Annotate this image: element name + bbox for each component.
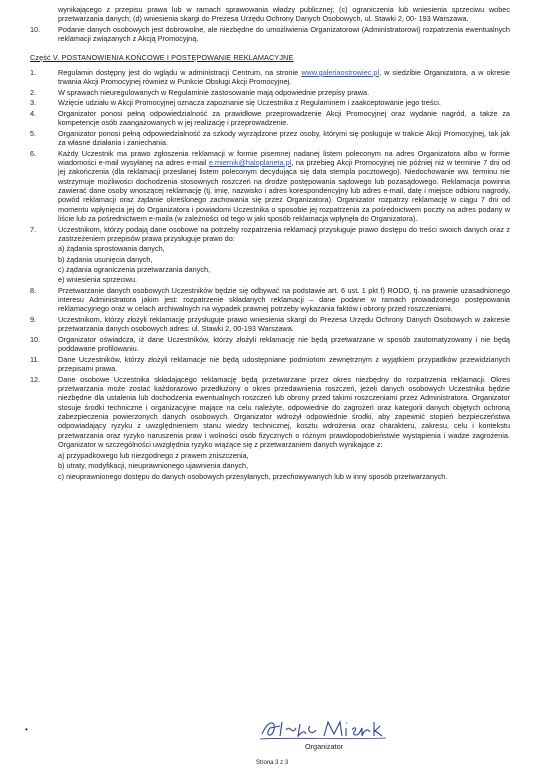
item-text-part: Regulamin dostępny jest do wglądu w administracji Centrum, na stronie (58, 67, 302, 77)
item-number: 8. (30, 285, 37, 295)
sub-item: e) wniesienia sprzeciwu. (58, 275, 138, 285)
item-text: Podanie danych osobowych jest dobrowolne, ale niezbędne do umożliwienia Organizatorowi (Administratorowi) rozpatrzenia ewentualnych reklamacji związanych z Akcją Promocyjną. (58, 24, 510, 44)
sub-item: b) żądania usunięcia danych, (58, 254, 153, 264)
item-number: 1. (30, 67, 37, 77)
item-number: 2. (30, 87, 37, 97)
item-number: 7. (30, 224, 37, 234)
margin-dot: • (25, 725, 28, 734)
item-number: 12. (30, 374, 41, 384)
website-link[interactable]: www.galeriaostrowiec.pl (301, 67, 380, 77)
section-title: Część V. POSTANOWIENIA KOŃCOWE I POSTĘPOWANIE REKLAMACYJNE (30, 52, 294, 62)
sub-item: b) utraty, modyfikacji, nieuprawnionego ujawnienia danych, (58, 461, 249, 471)
item-text: Uczestnikom, którzy podają dane osobowe na potrzeby rozpatrzenia reklamacji przysługuje prawo dostępu do treści swoich danych oraz z zastrzeżeniem przepisów prawa przysługuje prawo do: (58, 224, 510, 243)
handwritten-signature (258, 716, 388, 742)
item-number: 10. (30, 24, 41, 34)
item-text: Dane osobowe Uczestnika składającego reklamację będą przetwarzane przez okres niezbędny do rozpatrzenia reklamacji. Okres przetwarzania może zostać każdorazowo przedłużony o okres przedawnienia roszczeń, jeżeli danych osobowych Uczestnika będzie niezbędne dla ustalenia lub dochodzenia ewentualnych roszczeń lub obrony przed takimi roszczeniami przez Administratora. Organizator stosuje środki techniczne i organizacyjne mające na celu należyte, odpowiednie do zagrożeń oraz kategorii danych objętych ochroną zabezpieczenia powierzonych danych osobowych. Organizator wdrożył odpowiednie środki, aby zapewnić stopień bezpieczeństwa odpowiadający ryzyku z uwzględnieniem stanu wiedzy technicznej, kosztu wdrożenia oraz charakteru, zakresu, celu i kontekstu przetwarzania oraz ryzyko naruszenia praw i wolności osób fizycznych o różnym prawdopodobieństwie wystąpienia i wadze zagrożenia. Organizator w szczególności uwzględnia ryzyko wiążące się z przetwarzaniem danych wynikające z: (58, 374, 510, 450)
item-number: 4. (30, 108, 37, 118)
item-text-part: Każdy Uczestnik ma prawo zgłoszenia reklamacji w formie pisemnej nadanej listem poleconym na adres Organizatora albo w formie wiadomości e-mail wysyłanej na adres e-mail (58, 148, 510, 167)
section-5-item-1 (30, 68, 510, 87)
section-4-item-10 (30, 25, 510, 44)
section-5-item-4 (30, 109, 510, 128)
item-text: Przetwarzanie danych osobowych Uczestników będzie się odbywać na podstawie art. 6 ust. 1 pkt f) RODO, tj. na prawnie uzasadnionego interesu Administratora jakim jest: rozpatrzenie składanych reklamacji – dane podane w ramach prowadzonego postępowania reklamacyjnego oraz w celach archiwalnych na wypadek prawnej potrzeby wykazania faktów i obrony przed roszczeniami. (58, 285, 510, 314)
sub-item: a) żądania sprostowania danych, (58, 244, 165, 254)
item-text: Organizator oświadcza, iż dane Uczestników, którzy złożyli reklamację nie będą przetwarzane w sposób zautomatyzowany i nie będą poddawane profilowaniu. (58, 334, 510, 354)
page-number: Strona 3 z 3 (255, 760, 289, 766)
sub-item: c) nieuprawnionego dostępu do danych osobowych przesyłanych, przechowywanych lub w inny sposób przetwarzanych. (58, 471, 448, 481)
section-5-item-12 (30, 375, 510, 450)
item-9-line-a: wynikającego z przepisu prawa lub w ramach sprawowania władzy publicznej; (c) ograniczenia lub wniesienia (58, 5, 447, 14)
item-text: W sprawach nieuregulowanych w Regulaminie zastosowanie mają odpowiednie przepisy prawa. (58, 87, 370, 97)
item-number: 5. (30, 128, 37, 138)
item-number: 11. (30, 354, 40, 364)
item-text: Organizator ponosi pełną odpowiedzialność za szkody wyrządzone przez osoby, którymi się posługuje w trakcie Akcji Promocyjnej, tak jak za własne działania i zaniechania. (58, 128, 510, 148)
item-number: 9. (30, 315, 37, 324)
item-9-line-c: Stawki 2, 00- 193 Warszawa. (374, 14, 469, 24)
sub-item: c) żądania ograniczenia przetwarzania danych, (58, 265, 211, 275)
section-5-item-8 (30, 286, 510, 314)
item-text (58, 149, 510, 224)
item-text-part: , w siedzibie Organizatora, a w okresie trwania Akcji Promocyjnej również w Punkcie Obsługi Akcji Promocyjnej. (58, 67, 510, 87)
item-number: 3. (30, 98, 37, 108)
section-5-item-10 (30, 335, 510, 354)
item-number: 10. (30, 334, 41, 344)
item-text (58, 68, 510, 87)
section-5-item-2 (30, 88, 510, 97)
item-9-line-b: sprzeciwu wobec przetwarzania danych; (d) wniesienia skargi do Prezesa Urzędu Ochrony Danych Osobowych, ul. (58, 5, 511, 24)
section-5-item-11 (30, 355, 510, 374)
item-text: Uczestnikom, którzy złożyli reklamację przysługuje prawo wniesienia skargi do Prezesa Urzędu Ochrony Danych Osobowych w zakresie przetwarzania danych osobowych adres: ul. Stawki 2, 00-193 Warszawa. (58, 315, 510, 334)
email-link[interactable]: e.miernik@haloplaneta.pl (208, 157, 292, 167)
item-number: 6. (30, 148, 37, 158)
section-5-item-7 (30, 225, 510, 244)
section-5-item-5 (30, 129, 510, 148)
item-text-part: , na przebieg Akcji Promocyjnej nie później niż w terminie 7 dni od jej zakończenia (dla reklamacji przesłanej listem poleconym decydująca się data stempla pocztowego). Niedochowanie ww. terminu nie wstrzymuje możliwości dochodzenia stosownych roszczeń na drodze postępowania sądowego lub pozasądowego. Reklamacja powinna zawierać dane osoby wnoszącej reklamację (tj. imię, nazwisko i adres korespondencyjny lub adres e-mail, datę i miejsce odbioru nagrody, powód reklamacji oraz żądanie określonego zachowania się przez Organizatora). Organizator rozpatrzy reklamację w ciągu 7 dni od momentu wpłynięcia jej do Organizatora i powiadomi Uczestnika o sposobie jej rozpatrzenia za pośrednictwem poczty na adres podany w liście lub za pośrednictwem e-maila (w zależności od tego w jaki sposób reklamacja wpłynęła do Organizatora). (58, 157, 510, 223)
section-5-item-6 (30, 149, 510, 224)
item-text: Dane Uczestników, którzy złożyli reklamacje nie będą udostępniane podmiotom zewnętrznym z wyjątkiem przypadków przewidzianych przepisami prawa. (58, 354, 510, 374)
section-5-item-3 (30, 98, 510, 107)
item-text: Wzięcie udziału w Akcji Promocyjnej oznacza zapoznanie się Uczestnika z Regulaminem i zaakceptowanie jego treści. (58, 98, 441, 108)
section-5-item-9 (30, 315, 510, 334)
signature-label: Organizator (304, 742, 344, 751)
document-body (30, 5, 510, 482)
section-4-item-9-continuation (30, 5, 510, 24)
sub-item: a) przypadkowego lub niezgodnego z prawem zniszczenia, (58, 450, 249, 460)
item-text: Organizator ponosi pełną odpowiedzialność za prawidłowe przeprowadzenie Akcji Promocyjnej oraz wydanie nagród, a także za kompetencje osób zaangażowanych w jej realizację i przeprowadzenie. (58, 108, 510, 128)
